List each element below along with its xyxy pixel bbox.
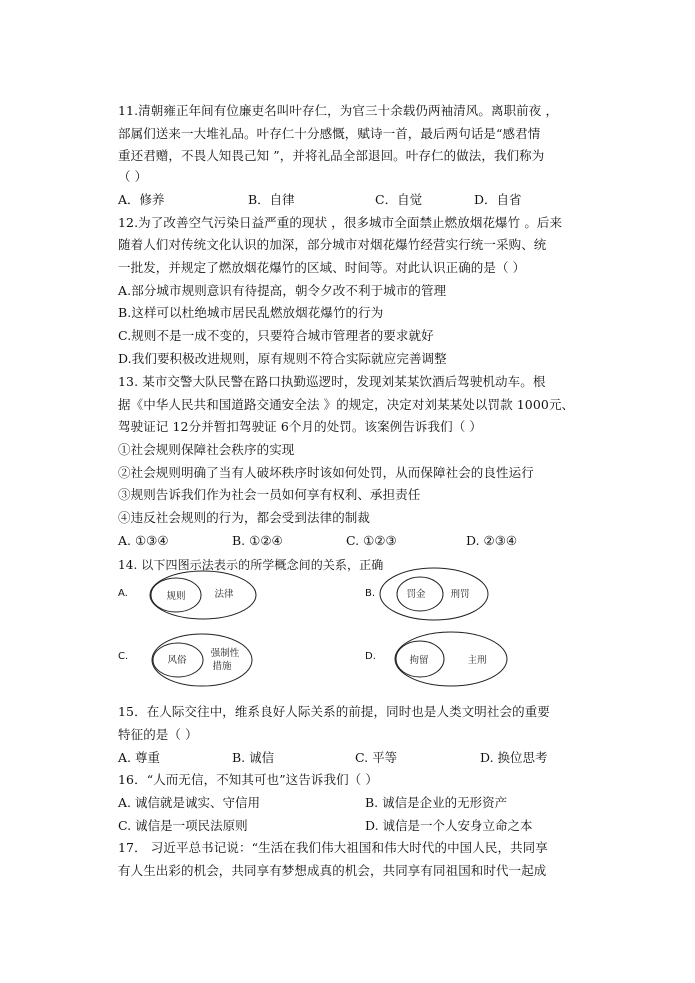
q14-diagram-c <box>150 632 254 688</box>
q13-option-b: B. ①②④ <box>232 533 283 548</box>
q14-diagram-b-letter: B. <box>365 588 376 599</box>
q11-line-4: （ ） <box>118 169 148 184</box>
q16-option-d: D. 诚信是一个人安身立命之本 <box>365 818 533 833</box>
q13-line-2: 据《中华人民共和国道路交通安全法 》的规定，决定对刘某某处以罚款 1000元、 <box>118 397 575 412</box>
q14-c-inner-label: 风俗 <box>167 655 187 666</box>
q14-stem: 14. 以下四图示法表示的所学概念间的关系，正确 <box>118 558 384 572</box>
q14-c-outer-label-1: 强制性 <box>210 648 240 659</box>
q15-line-1: 15．在人际交往中，维系良好人际关系的前提，同时也是人类文明社会的重要 <box>118 704 550 719</box>
q16-option-b: B. 诚信是企业的无形资产 <box>365 795 508 810</box>
q16-option-a: A. 诚信就是诚实、守信用 <box>118 795 260 810</box>
q13-statement-2: ②社会规则明确了当有人破坏秩序时该如何处罚，从而保障社会的良性运行 <box>118 465 534 480</box>
q15-line-2: 特征的是（ ） <box>118 727 198 742</box>
q17-line-1: 17． 习近平总书记说：“生活在我们伟大祖国和伟大时代的中国人民，共同享 <box>118 840 548 855</box>
q14-d-outer-label: 主刑 <box>467 655 487 666</box>
q11-line-2: 部属们送来一大堆礼品。叶存仁十分感慨，赋诗一首，最后两句话是“感君情 <box>118 126 541 141</box>
q15-option-c: C. 平等 <box>355 750 398 765</box>
q12-option-c: C.规则不是一成不变的，只要符合城市管理者的要求就好 <box>118 328 434 343</box>
q14-a-inner-label: 规则 <box>166 591 186 602</box>
q14-b-inner-label: 罚金 <box>406 589 426 600</box>
q14-diagram-a <box>148 568 258 622</box>
q12-line-3: 一批发，并规定了燃放烟花爆竹的区域、时间等。对此认识正确的是（ ） <box>118 260 526 275</box>
q14-d-inner-label: 拘留 <box>409 655 429 666</box>
q14-b-outer-label: 刑罚 <box>450 589 470 600</box>
q14-diagram-d <box>393 630 509 688</box>
q13-statement-1: ①社会规则保障社会秩序的实现 <box>118 442 295 457</box>
q12-option-a: A.部分城市规则意识有待提高，朝令夕改不利于城市的管理 <box>118 283 447 298</box>
q13-line-1: 13. 某市交警大队民警在路口执勤巡逻时，发现刘某某饮酒后驾驶机动车。根 <box>118 374 546 389</box>
q17-line-2: 有人生出彩的机会，共同享有梦想成真的机会，共同享有同祖国和时代一起成 <box>118 863 547 878</box>
q14-a-outer-label: 法律 <box>214 589 234 600</box>
q14-diagram-c-letter: C. <box>118 651 129 662</box>
q16-option-c: C. 诚信是一项民法原则 <box>118 818 248 833</box>
q15-option-a: A. 尊重 <box>118 750 160 765</box>
q13-statement-3: ③规则告诉我们作为社会一员如何享有权利、承担责任 <box>118 487 421 502</box>
q11-option-c: C．自觉 <box>375 192 423 207</box>
q11-option-d: D．自省 <box>474 192 522 207</box>
q11-option-b: B．自律 <box>248 192 295 207</box>
q11-option-a: A．修养 <box>118 192 165 207</box>
q12-line-2: 随着人们对传统文化认识的加深，部分城市对烟花爆竹经营实行统一采购、统 <box>118 237 547 252</box>
q13-option-a: A. ①③④ <box>118 533 169 548</box>
q13-option-c: C. ①②③ <box>346 533 397 548</box>
q13-line-3: 驾驶证记 12分并暂扣驾驶证 6个月的处罚。该案例告诉我们（ ） <box>118 419 482 434</box>
q16-stem: 16．“人而无信，不知其可也”这告诉我们（ ） <box>118 772 378 787</box>
q14-diagram-a-letter: A. <box>118 588 128 599</box>
q13-statement-4: ④违反社会规则的行为，都会受到法律的制裁 <box>118 510 371 525</box>
q12-option-b: B.这样可以杜绝城市居民乱燃放烟花爆竹的行为 <box>118 305 384 320</box>
q11-line-3: 重还君赠，不畏人知畏己知 ”，并将礼品全部退回。叶存仁的做法，我们称为 <box>118 148 545 163</box>
q14-diagram-b <box>378 566 490 622</box>
q12-line-1: 12.为了改善空气污染日益严重的现状 ，很多城市全面禁止燃放烟花爆竹 。后来 <box>118 215 563 230</box>
q12-option-d: D.我们要积极改进规则，原有规则不符合实际就应完善调整 <box>118 351 447 366</box>
q13-option-d: D. ②③④ <box>466 533 518 548</box>
q15-option-d: D. 换位思考 <box>480 750 548 765</box>
q14-c-outer-label-2: 措施 <box>212 661 232 672</box>
q14-diagram-d-letter: D. <box>365 651 376 662</box>
q15-option-b: B. 诚信 <box>232 750 275 765</box>
q11-line-1: 11.清朝雍正年间有位廉吏名叫叶存仁，为官三十余载仍两袖清风。离职前夜 ， <box>118 103 559 118</box>
